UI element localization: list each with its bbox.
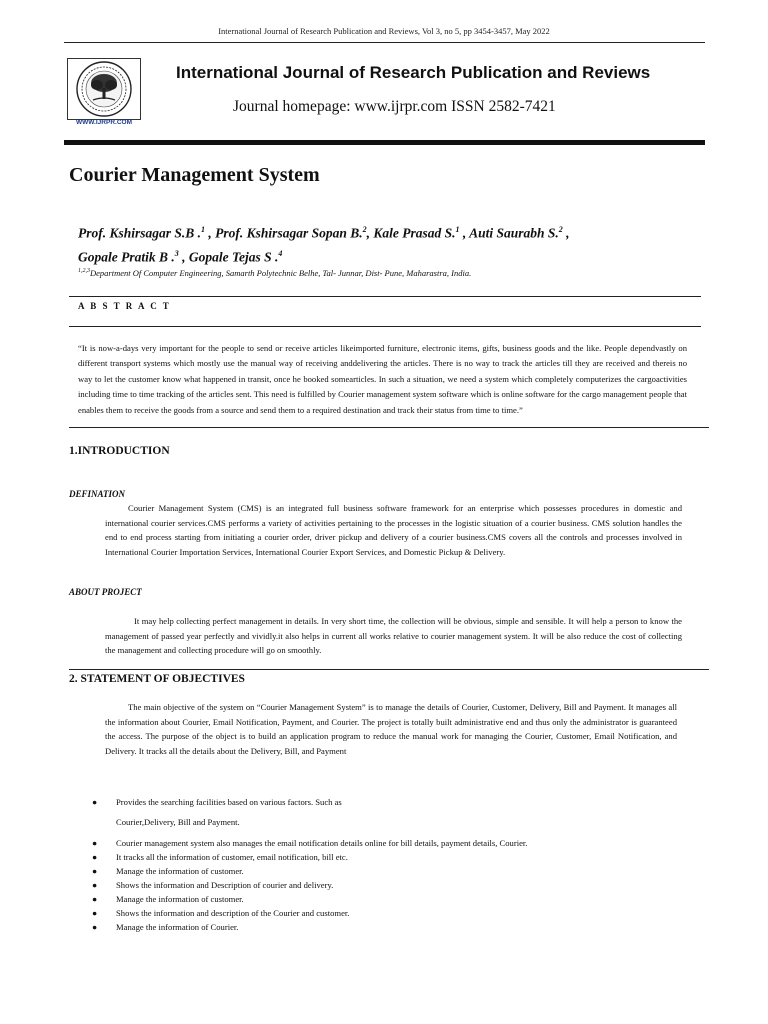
bullet-icon: ● xyxy=(92,797,98,807)
affiliation-text: Department Of Computer Engineering, Samarth Polytechnic Belhe, Tal- Junnar, Dist- Pune, Maharastra, India. xyxy=(90,268,472,278)
about-project-paragraph: It may help collecting perfect management in details. In very short time, the collection will be obvious, simple and sensible. It will help a person to know the management of passed year perfectly and vividly.it also helps in current all works relative to courier management system. It will be also reduce the cost of collecting the management and collecting procedure will go on smoothly. xyxy=(105,616,682,656)
section-heading-introduction: 1.INTRODUCTION xyxy=(69,445,170,457)
list-item: Manage the information of customer. xyxy=(116,866,244,876)
section-rule xyxy=(69,669,709,670)
author-sep: , xyxy=(205,225,216,241)
author: Prof. Kshirsagar S.B . xyxy=(78,225,202,241)
author: Auti Saurabh S. xyxy=(469,225,559,241)
author-sup: 4 xyxy=(278,248,283,258)
author-sup: 1 xyxy=(455,225,460,234)
masthead-rule xyxy=(64,140,705,145)
author-sup: 2 xyxy=(558,225,563,234)
subheading-about-project: ABOUT PROJECT xyxy=(69,587,142,597)
list-item: It tracks all the information of customer, email notification, bill etc. xyxy=(116,852,348,862)
list-item: Shows the information and Description of courier and delivery. xyxy=(116,880,334,890)
author: Gopale Tejas S . xyxy=(188,249,279,264)
header-rule xyxy=(64,42,705,43)
bullet-icon: ● xyxy=(92,880,98,890)
affiliation xyxy=(78,268,471,278)
bullet-icon: ● xyxy=(92,838,98,848)
objectives-paragraph: The main objective of the system on “Courier Management System” is to manage the details of Courier, Customer, Delivery, Bill and Payment. It manages all the information about Courier, Email Notification, Payment, and Courier. The project is totally built administrative end and thus only the administrator is guaranteed the access. The purpose of the object is to build an application program to reduce the manual work for managing the Courier, Customer, Email Notification, and Delivery. It tracks all the details about the Delivery, Bill, and Payment xyxy=(105,702,677,756)
author-list xyxy=(78,220,698,267)
author-sup: 3 xyxy=(174,248,179,258)
author: Gopale Pratik B . xyxy=(78,249,175,264)
list-item-continuation: Courier,Delivery, Bill and Payment. xyxy=(116,817,240,827)
journal-logo xyxy=(67,58,141,130)
abstract-rule-bottom xyxy=(69,326,701,327)
list-item: Courier management system also manages the email notification details online for bill details, payment details, Courier. xyxy=(116,838,528,848)
abstract-text: “It is now-a-days very important for the people to send or receive articles likeimported furniture, electronic items, gifts, business goods and the like. People dependvastly on different transport systems which mostly use the manual way of receiving anddelivering the articles. There is no way to track the articles till they are received and thereis no way to let the customer know what happened in transit, once he booked somearticles. In such a situation, we need a system which completely computerizes the cargoactivities including time to time tracking of the articles sent. This need is fulfilled by Courier management system software which is online software for the cargo management people that enables them to receive the goods from a source and send them to a required destination and track their status from time to time.” xyxy=(78,343,687,415)
section-heading-objectives: 2. STATEMENT OF OBJECTIVES xyxy=(69,673,245,685)
bullet-icon: ● xyxy=(92,908,98,918)
bullet-icon: ● xyxy=(92,852,98,862)
bullet-icon: ● xyxy=(92,922,98,932)
abstract-rule-top xyxy=(69,296,701,297)
logo-caption: WWW.IJRPR.COM xyxy=(76,119,132,126)
author-sup: 2 xyxy=(362,225,367,234)
author: Prof. Kshirsagar Sopan B. xyxy=(215,225,363,241)
author: Kale Prasad S. xyxy=(373,225,456,241)
list-item: Manage the information of customer. xyxy=(116,894,244,904)
journal-homepage: Journal homepage: www.ijrpr.com ISSN 2582-7421 xyxy=(233,98,556,115)
bullet-icon: ● xyxy=(92,866,98,876)
author-sep: , xyxy=(366,225,374,241)
bullet-icon: ● xyxy=(92,894,98,904)
abstract-heading: A B S T R A C T xyxy=(78,301,171,311)
author-sep: , xyxy=(562,225,570,241)
subheading-definition: DEFINATION xyxy=(69,489,126,499)
author-sup: 1 xyxy=(201,225,206,234)
section-rule xyxy=(69,427,709,428)
running-header: International Journal of Research Publication and Reviews, Vol 3, no 5, pp 3454-3457, May 2022 xyxy=(218,26,550,36)
list-item: Manage the information of Courier. xyxy=(116,922,239,932)
definition-paragraph: Courier Management System (CMS) is an integrated full business software framework for an enterprise which possesses procedures in domestic and international courier services.CMS performs a variety of activities pertaining to the processes in the logistic situation of a courier business. CMS solution handles the end to end process starting from initiating a courier order, driver pickup and delivery of a courier business.CMS covers all the controls and processes involved in International Courier Importation Services, International Courier Export Services, and Domestic Pickup & Delivery. xyxy=(105,503,682,557)
author-sep: , xyxy=(178,249,189,264)
list-item: Shows the information and description of the Courier and customer. xyxy=(116,908,350,918)
author-sep: , xyxy=(459,225,470,241)
affiliation-sup: 1,2,3 xyxy=(78,268,90,275)
journal-title: International Journal of Research Publication and Reviews xyxy=(176,63,651,82)
paper-title: Courier Management System xyxy=(69,164,320,186)
list-item: Provides the searching facilities based on various factors. Such as xyxy=(116,797,342,807)
